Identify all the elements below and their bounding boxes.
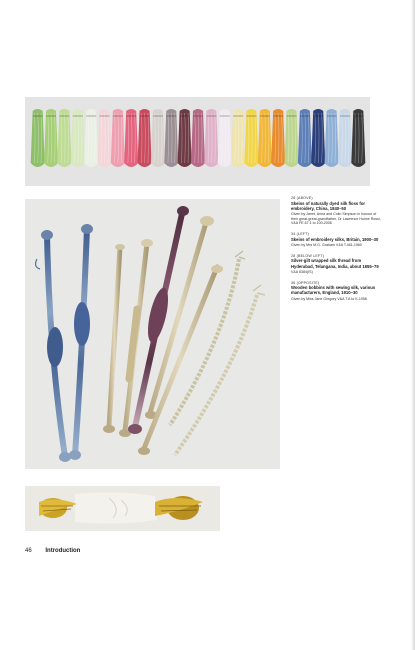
- skein: [31, 109, 45, 167]
- skein: [191, 109, 205, 167]
- skein: [44, 109, 58, 167]
- skein: [258, 109, 272, 167]
- caption-3: [291, 254, 381, 275]
- skein: [351, 109, 365, 167]
- caption-credit: V&A 6384(IS): [291, 270, 313, 275]
- caption-credit: Given by Miss Jane Gregory V&A T.A to K-1956: [291, 297, 367, 301]
- skein: [138, 109, 152, 167]
- skein: [204, 109, 218, 167]
- caption-ref: 28 (BELOW LEFT): [291, 253, 325, 258]
- skein: [285, 109, 299, 167]
- caption-2: [291, 232, 381, 248]
- caption-title: Wooden bobbins with sewing silk, various manufacturers, England, 1910–30: [291, 285, 376, 296]
- captions: [291, 196, 381, 308]
- skein: [218, 109, 232, 167]
- skeins-photo: [25, 97, 370, 186]
- caption-credit: Given by Janet, Anna and Colin Simpson in honour of their great-great-grandfather, Dr Lawrence Hulme Rossi, V&A FE.67:1 to 100-2006: [291, 212, 381, 226]
- caption-ref: 26 (ABOVE): [291, 196, 313, 200]
- bobbins-illustration: [25, 199, 280, 469]
- skein: [124, 109, 138, 167]
- skein: [311, 109, 325, 167]
- caption-ref: 36 (OPPOSITE): [291, 280, 320, 285]
- caption-title: Skeins of naturally dyed silk floss for embroidery, China, 1840–50: [291, 200, 366, 211]
- gold-thread-illustration: [25, 486, 220, 531]
- skein: [164, 109, 178, 167]
- skeins-illustration: [25, 97, 370, 186]
- skein: [111, 109, 125, 167]
- skein: [271, 109, 285, 167]
- skein: [231, 109, 245, 167]
- caption-4: [291, 281, 381, 302]
- caption-ref: 34 (LEFT): [291, 232, 309, 237]
- caption-title: Skeins of embroidery silks, Britain, 1900–30: [291, 236, 379, 242]
- skein: [298, 109, 312, 167]
- bobbins-photo: [25, 199, 280, 469]
- skein: [57, 109, 71, 167]
- caption-title: Silver-gilt wrapped silk thread from Hyderabad, Telangana, India, about 1855–79: [291, 258, 379, 269]
- page-number: 46: [25, 548, 32, 554]
- skein: [178, 109, 192, 167]
- caption-1: [291, 196, 381, 226]
- page-edge-shadow: [411, 0, 415, 650]
- skein: [97, 109, 111, 167]
- section-title: Introduction: [45, 548, 81, 554]
- skein: [325, 109, 339, 167]
- skein: [244, 109, 258, 167]
- skein: [338, 109, 352, 167]
- skein: [151, 109, 165, 167]
- gold-thread-photo: [25, 486, 220, 531]
- skein: [71, 109, 85, 167]
- skein: [84, 109, 98, 167]
- caption-credit: Given by Mrs M.G. Graham V&A T.481-1960: [291, 243, 362, 248]
- page-footer: [25, 548, 80, 554]
